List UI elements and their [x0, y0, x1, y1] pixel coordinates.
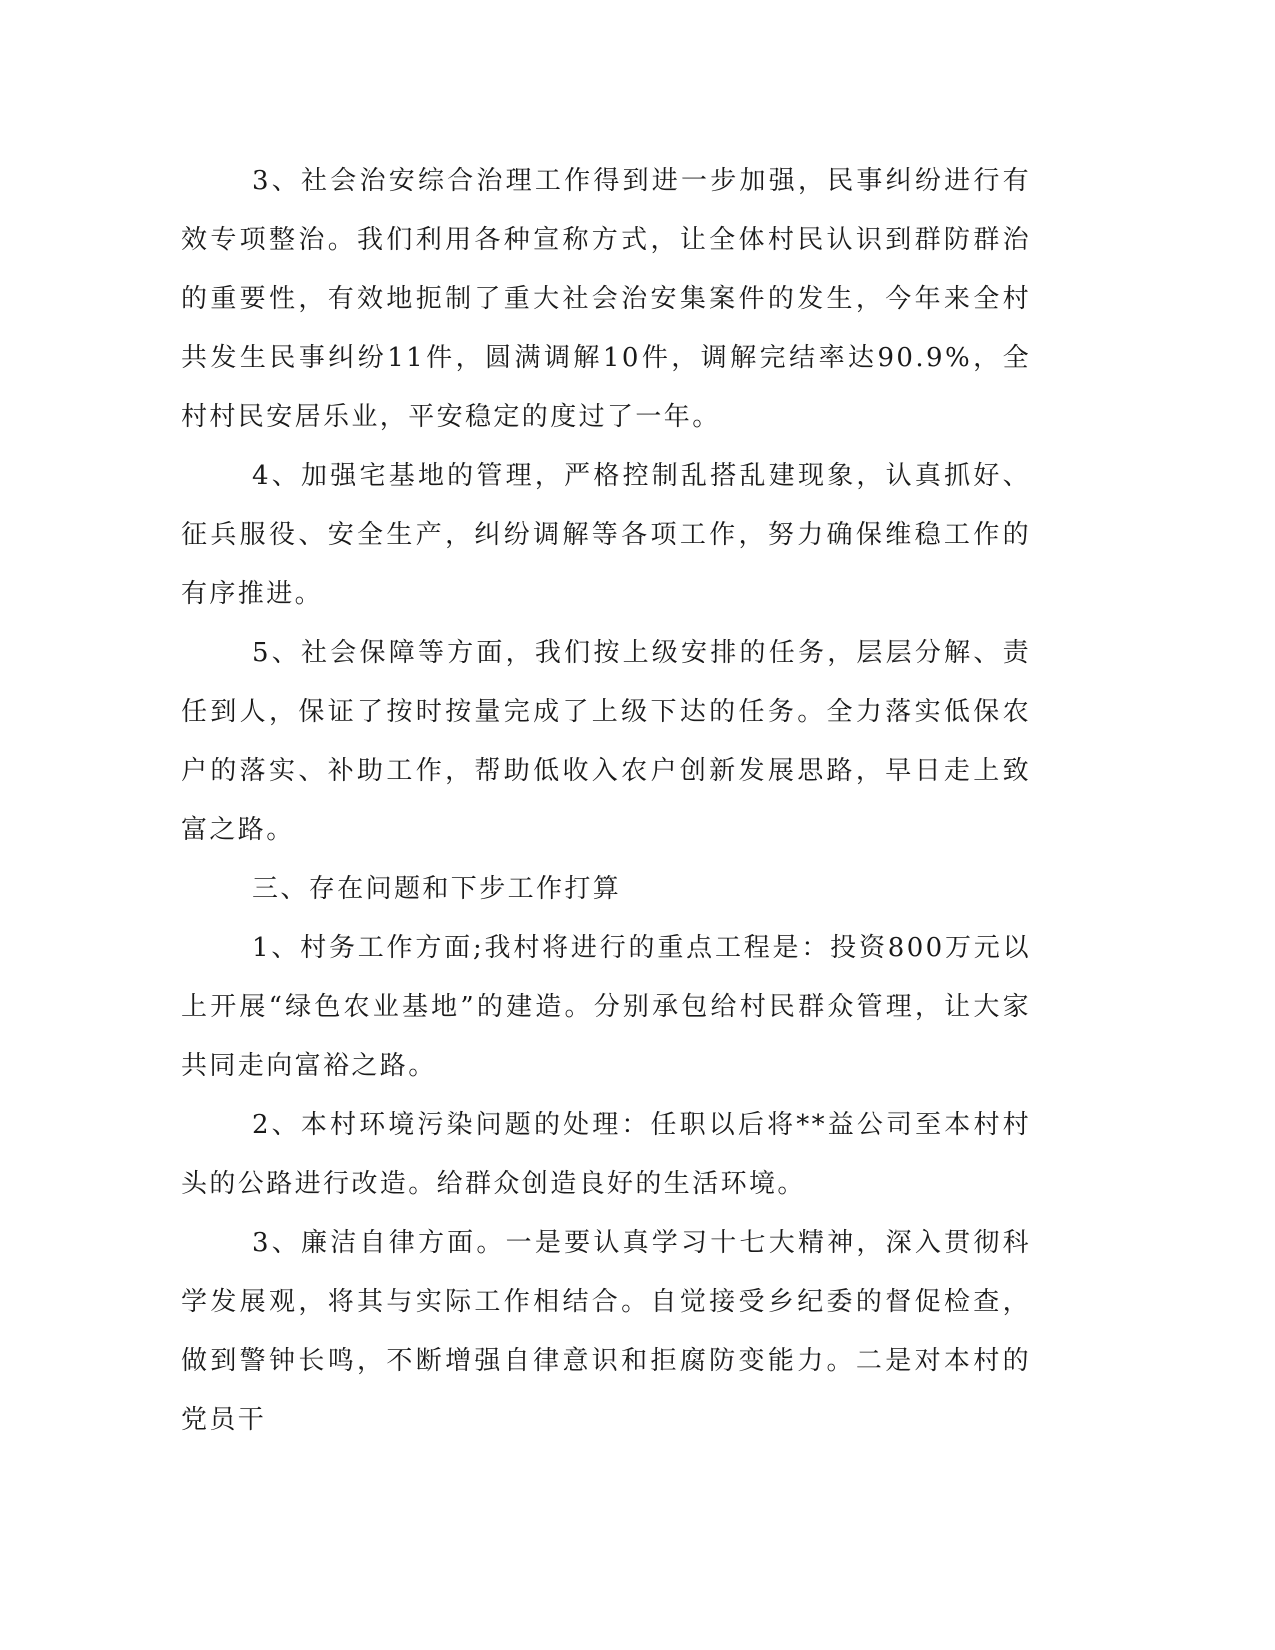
section-heading-problems-and-plans: 三、存在问题和下步工作打算	[252, 874, 622, 904]
paragraph-social-security: 5、社会保障等方面，我们按上级安排的任务，层层分解、责任到人，保证了按时按量完成了上级下达的任务。全力落实低保农户的落实、补助工作，帮助低收入农户创新发展思路，早日走上致富之路。	[181, 638, 1031, 845]
paragraph-public-security: 3、社会治安综合治理工作得到进一步加强，民事纠纷进行有效专项整治。我们利用各种宣称方式，让全体村民认识到群防群治的重要性，有效地扼制了重大社会治安集案件的发生，今年来全村共发生民事纠纷11件，圆满调解10件，调解完结率达90.9%，全村村民安居乐业，平安稳定的度过了一年。	[181, 166, 1031, 432]
paragraph-integrity-self-discipline: 3、廉洁自律方面。一是要认真学习十七大精神，深入贯彻科学发展观，将其与实际工作相结合。自觉接受乡纪委的督促检查，做到警钟长鸣，不断增强自律意识和拒腐防变能力。二是对本村的党员干	[181, 1228, 1031, 1435]
paragraph-homestead-management: 4、加强宅基地的管理，严格控制乱搭乱建现象，认真抓好、征兵服役、安全生产，纠纷调解等各项工作，努力确保维稳工作的有序推进。	[181, 461, 1031, 609]
document-body	[181, 152, 1031, 1450]
paragraph-environment-pollution: 2、本村环境污染问题的处理：任职以后将**益公司至本村村头的公路进行改造。给群众创造良好的生活环境。	[181, 1110, 1031, 1199]
paragraph-village-affairs: 1、村务工作方面;我村将进行的重点工程是：投资800万元以上开展“绿色农业基地”的建造。分别承包给村民群众管理，让大家共同走向富裕之路。	[181, 933, 1031, 1081]
